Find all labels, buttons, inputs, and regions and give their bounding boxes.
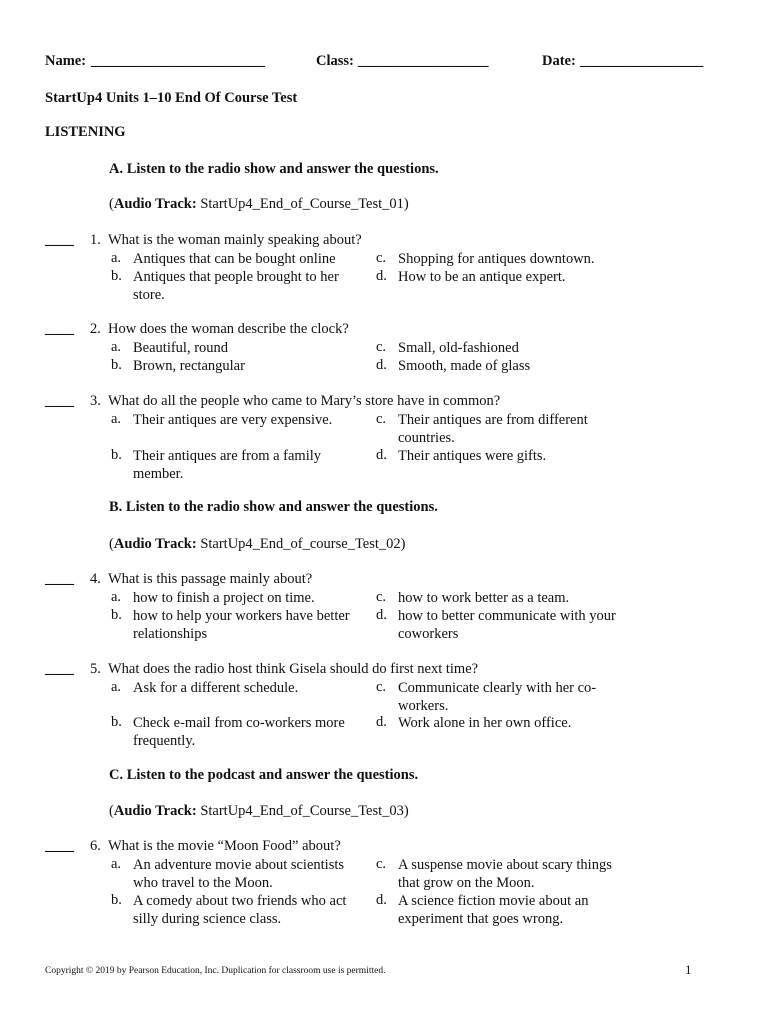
answer-blank[interactable]: ____ (45, 232, 74, 248)
option-letter: c. (376, 339, 387, 355)
option-text: Brown, rectangular (133, 358, 245, 374)
audio-label: Audio Track: (113, 536, 197, 552)
date-label: Date: (542, 53, 576, 69)
question-number: 6. (90, 838, 101, 854)
question-text: What is the woman mainly speaking about? (108, 232, 362, 248)
audio-label: Audio Track: (113, 803, 197, 819)
name-blank[interactable]: ________________________ (91, 53, 265, 69)
option-letter: a. (111, 250, 122, 266)
option-letter: b. (111, 268, 122, 284)
option-text: Their antiques are from different countries. (398, 412, 588, 446)
answer-blank[interactable]: ____ (45, 321, 74, 337)
option-text: Work alone in her own office. (398, 715, 572, 731)
option-letter: b. (111, 357, 122, 373)
answer-blank[interactable]: ____ (45, 661, 74, 677)
class-blank[interactable]: __________________ (358, 53, 489, 69)
option-letter: d. (376, 357, 387, 373)
part-a-audio: (Audio Track: StartUp4_End_of_Course_Test_01) (109, 196, 409, 212)
question-number: 5. (90, 661, 101, 677)
option-letter: d. (376, 714, 387, 730)
option-text: Antiques that can be bought online (133, 251, 336, 267)
option-letter: c. (376, 679, 387, 695)
option-text: Their antiques were gifts. (398, 448, 547, 464)
part-c-heading: C. Listen to the podcast and answer the questions. (109, 767, 419, 783)
answer-blank[interactable]: ____ (45, 393, 74, 409)
question-text: What is this passage mainly about? (108, 571, 313, 587)
option-letter: d. (376, 447, 387, 463)
option-text: Their antiques are very expensive. (133, 412, 333, 428)
option-text: how to help your workers have better relationships (133, 608, 350, 642)
option-text: Small, old-fashioned (398, 340, 519, 356)
option-text: Check e-mail from co-workers more frequently. (133, 715, 345, 749)
option-letter: c. (376, 589, 387, 605)
option-text: Their antiques are from a family member. (133, 448, 322, 482)
question-text: What is the movie “Moon Food” about? (108, 838, 341, 854)
copyright-notice: Copyright © 2019 by Pearson Education, Inc. Duplication for classroom use is permitted. (45, 966, 386, 976)
answer-blank[interactable]: ____ (45, 571, 74, 587)
option-letter: a. (111, 856, 122, 872)
option-letter: a. (111, 679, 122, 695)
option-text: How to be an antique expert. (398, 269, 566, 285)
option-letter: d. (376, 892, 387, 908)
date-blank[interactable]: _________________ (580, 53, 704, 69)
audio-label: Audio Track: (113, 196, 197, 212)
option-letter: c. (376, 856, 387, 872)
option-letter: b. (111, 447, 122, 463)
option-text: Ask for a different schedule. (133, 680, 299, 696)
part-c-audio: (Audio Track: StartUp4_End_of_Course_Test_03) (109, 803, 409, 819)
option-letter: b. (111, 714, 122, 730)
part-a-heading: A. Listen to the radio show and answer the questions. (109, 161, 439, 177)
option-letter: c. (376, 411, 387, 427)
question-number: 3. (90, 393, 101, 409)
answer-blank[interactable]: ____ (45, 838, 74, 854)
question-text: What do all the people who came to Mary’s store have in common? (108, 393, 501, 409)
option-letter: d. (376, 607, 387, 623)
option-letter: a. (111, 339, 122, 355)
question-number: 4. (90, 571, 101, 587)
option-text: Shopping for antiques downtown. (398, 251, 595, 267)
audio-track: StartUp4_End_of_Course_Test_03 (200, 803, 404, 819)
option-letter: a. (111, 589, 122, 605)
name-label: Name: (45, 53, 87, 69)
part-b-audio: (Audio Track: StartUp4_End_of_course_Test_02) (109, 536, 406, 552)
class-label: Class: (316, 53, 354, 69)
part-b-heading: B. Listen to the radio show and answer the questions. (109, 499, 438, 515)
option-letter: b. (111, 607, 122, 623)
option-letter: c. (376, 250, 387, 266)
option-letter: a. (111, 411, 122, 427)
option-text: Smooth, made of glass (398, 358, 531, 374)
option-letter: b. (111, 892, 122, 908)
question-number: 2. (90, 321, 101, 337)
option-text: Communicate clearly with her co-workers. (398, 680, 597, 714)
question-text: How does the woman describe the clock? (108, 321, 349, 337)
option-text: Antiques that people brought to her store. (133, 269, 339, 303)
audio-track: StartUp4_End_of_Course_Test_01 (200, 196, 404, 212)
option-text: A science fiction movie about an experiment that goes wrong. (398, 893, 589, 927)
test-title: StartUp4 Units 1–10 End Of Course Test (45, 90, 298, 106)
question-text: What does the radio host think Gisela should do first next time? (108, 661, 479, 677)
section-heading: LISTENING (45, 124, 126, 140)
option-text: A suspense movie about scary things that grow on the Moon. (398, 857, 612, 891)
option-text: A comedy about two friends who act silly during science class. (133, 893, 347, 927)
option-text: An adventure movie about scientists who travel to the Moon. (133, 857, 345, 891)
option-text: how to work better as a team. (398, 590, 570, 606)
option-text: how to finish a project on time. (133, 590, 315, 606)
page-number: 1 (685, 962, 692, 977)
option-text: Beautiful, round (133, 340, 229, 356)
option-text: how to better communicate with your coworkers (398, 608, 616, 642)
question-number: 1. (90, 232, 101, 248)
audio-track: StartUp4_End_of_course_Test_02 (200, 536, 401, 552)
option-letter: d. (376, 268, 387, 284)
